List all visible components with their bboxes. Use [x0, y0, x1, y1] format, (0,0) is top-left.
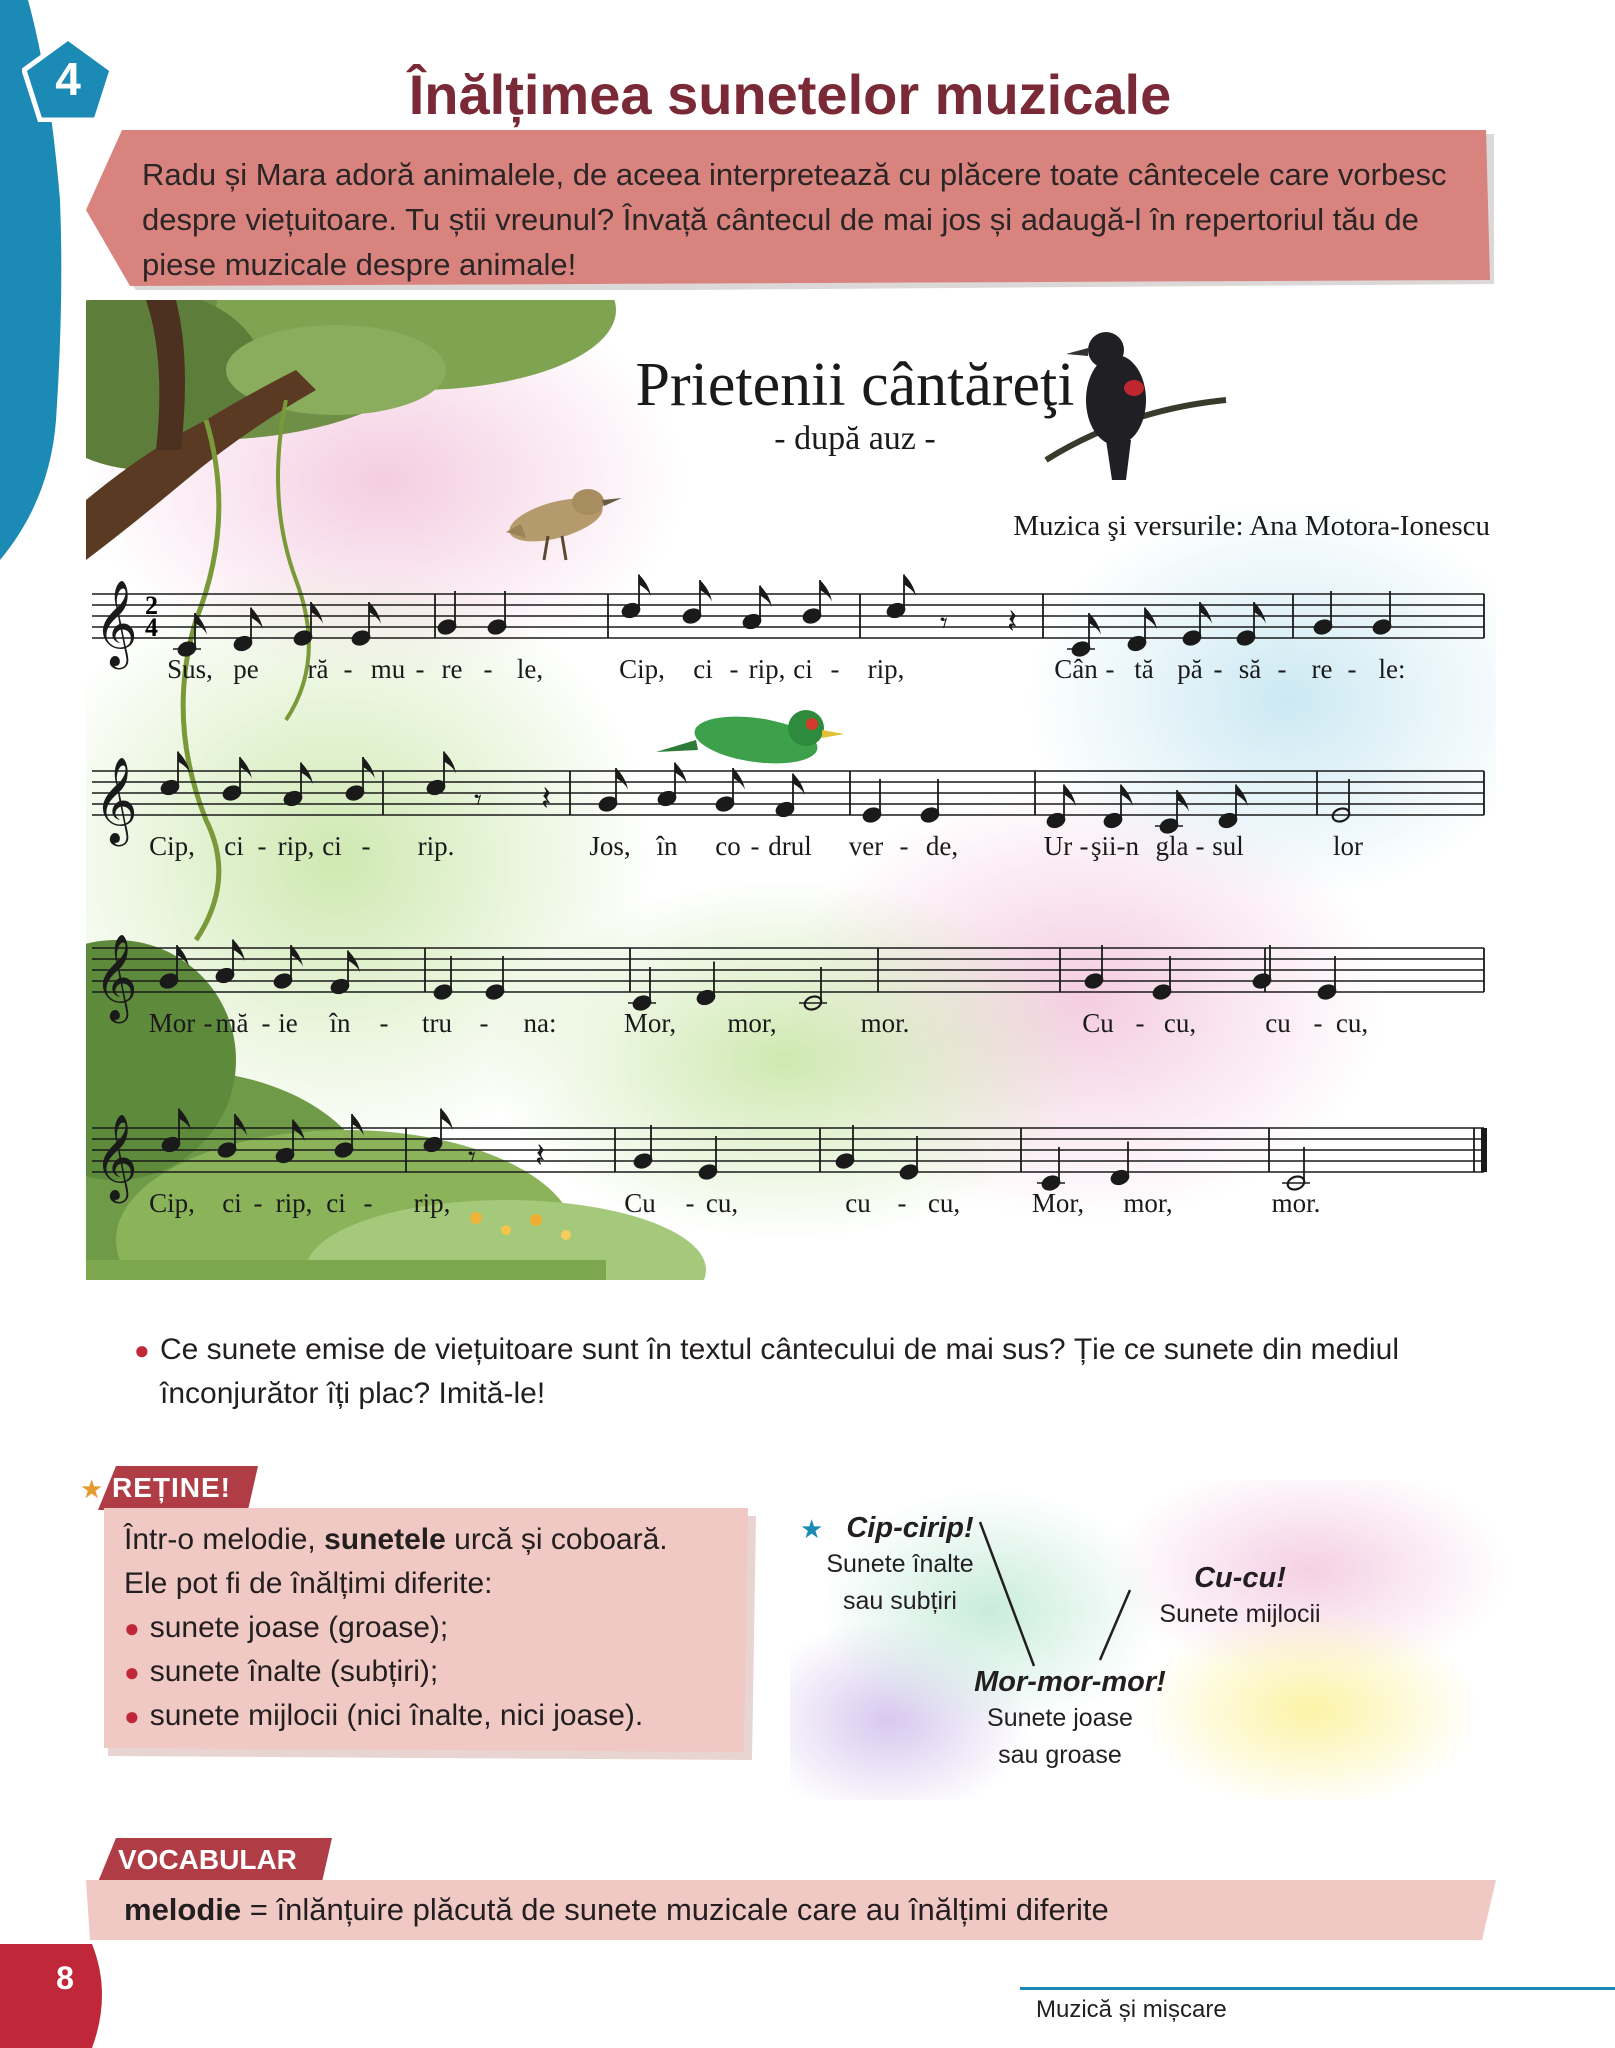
- eighth-rest: 𝄾: [468, 1140, 476, 1175]
- lyric-syllable: cu,: [1335, 1008, 1369, 1038]
- lyric-hyphen: -: [253, 1188, 263, 1218]
- lyric-syllable: drul: [768, 831, 812, 861]
- lyric-syllable: cu,: [927, 1188, 961, 1218]
- page-number: 8: [56, 1960, 74, 1996]
- treble-clef: 𝄞: [94, 757, 138, 843]
- lyric-syllable: cu,: [705, 1188, 739, 1218]
- note-head: [715, 795, 735, 812]
- lyric-syllable: ci: [793, 654, 813, 684]
- lyric-syllable: de,: [925, 831, 959, 861]
- note-head: [159, 972, 179, 989]
- time-signature-bottom: 4: [145, 613, 158, 642]
- lyric-hyphen: -: [685, 1188, 695, 1218]
- lyric-hyphen: -: [1079, 831, 1089, 861]
- lyric-hyphen: -: [1135, 1008, 1145, 1038]
- eighth-rest: 𝄾: [474, 783, 482, 818]
- treble-clef: 𝄞: [94, 580, 138, 666]
- lyric-hyphen: -: [1195, 831, 1205, 861]
- note-head: [293, 629, 313, 646]
- lyric-hyphen: -: [1213, 654, 1223, 684]
- intro-text: Radu și Mara adoră animalele, de aceea interpretează cu plăcere toate cântecele care vorbesc despre viețuitoare. Tu știi vreunul? Învață cântecul de mai jos și adaugă-l în repertoriul tău de piese muzicale despre animale!: [142, 157, 1447, 282]
- lyric-syllable: Jos,: [589, 831, 631, 861]
- lyric-hyphen: -: [343, 654, 353, 684]
- lyric-syllable: ră: [307, 654, 329, 684]
- lyric-syllable: Mor,: [623, 1008, 677, 1038]
- cip-title: Cip-cirip!: [846, 1512, 974, 1544]
- retine-label: REȚINE!: [112, 1472, 231, 1503]
- note-head: [433, 983, 453, 1000]
- lyric-syllable: na:: [523, 1008, 557, 1038]
- note-head: [899, 1163, 919, 1180]
- lyric-syllable: rip.: [417, 831, 455, 861]
- lyric-syllable: Cu: [624, 1188, 656, 1218]
- lyric-syllable: rip,: [867, 654, 905, 684]
- note-head: [485, 983, 505, 1000]
- note-head: [437, 618, 457, 635]
- lyric-syllable: şii-n: [1090, 831, 1140, 861]
- note-head: [862, 806, 882, 823]
- star-icon: ★: [800, 1514, 824, 1544]
- note-head: [487, 618, 507, 635]
- cip-desc: Sunete înalte sau subțiri: [826, 1550, 974, 1615]
- lyric-syllable: co: [715, 831, 741, 861]
- mor-desc: Sunete joase sau groase: [987, 1704, 1133, 1769]
- lyric-hyphen: -: [203, 1008, 213, 1038]
- lyric-hyphen: -: [897, 1188, 907, 1218]
- lyric-syllable: ci: [326, 1188, 346, 1218]
- note-head: [351, 629, 371, 646]
- note-head: [835, 1152, 855, 1169]
- question-text: ● Ce sunete emise de viețuitoare sunt în textul cântecului de mai sus? Ție ce sunete din mediul înconjurător îți plac? Imită-le!: [134, 1333, 1400, 1410]
- lyric-syllable: rip,: [748, 654, 786, 684]
- lyric-syllable: tru: [422, 1008, 452, 1038]
- lyric-hyphen: -: [729, 654, 739, 684]
- note-head: [1182, 629, 1202, 646]
- note-head: [698, 1163, 718, 1180]
- lyric-hyphen: -: [1105, 654, 1115, 684]
- vocabular-label: VOCABULAR: [118, 1844, 297, 1875]
- page-title: Înălțimea sunetelor muzicale: [408, 63, 1172, 126]
- note-head: [345, 784, 365, 801]
- lyric-hyphen: -: [1347, 654, 1357, 684]
- lyric-hyphen: -: [479, 1008, 489, 1038]
- lyric-syllable: re: [1311, 654, 1333, 684]
- lyric-syllable: Ur: [1043, 831, 1073, 861]
- lyric-syllable: mor.: [860, 1008, 910, 1038]
- lyric-hyphen: -: [483, 654, 493, 684]
- lyric-hyphen: -: [379, 1008, 389, 1038]
- note-head: [1317, 983, 1337, 1000]
- lyric-syllable: Cip,: [149, 831, 195, 861]
- note-flag: [240, 757, 252, 779]
- star-icon: ★: [80, 1474, 104, 1504]
- lyric-syllable: Mor: [148, 1008, 196, 1038]
- note-head: [334, 1141, 354, 1158]
- lyric-syllable: în: [656, 831, 678, 861]
- lyric-syllable: Sus,: [167, 654, 213, 684]
- lyric-syllable: le,: [516, 654, 544, 684]
- song-credit: Muzica şi versurile: Ana Motora-Ionescu: [1013, 510, 1490, 542]
- footer-text: Muzică și mișcare: [1036, 1996, 1227, 2023]
- lyric-syllable: gla: [1155, 831, 1189, 861]
- lyric-hyphen: -: [257, 831, 267, 861]
- lyric-hyphen: -: [361, 831, 371, 861]
- note-head: [1236, 629, 1256, 646]
- lyric-syllable: le:: [1378, 654, 1406, 684]
- note-flag: [352, 1114, 364, 1136]
- lyric-syllable: ci: [693, 654, 713, 684]
- lyric-syllable: mor,: [1123, 1188, 1173, 1218]
- treble-clef: 𝄞: [94, 1114, 138, 1200]
- note-head: [598, 795, 618, 812]
- lyric-hyphen: -: [750, 831, 760, 861]
- lyric-syllable: mor,: [727, 1008, 777, 1038]
- cucu-title: Cu-cu!: [1194, 1562, 1286, 1594]
- lyric-syllable: Mor,: [1031, 1188, 1085, 1218]
- note-flag: [363, 757, 375, 779]
- lyric-syllable: Cip,: [619, 654, 665, 684]
- note-head: [920, 806, 940, 823]
- lyric-hyphen: -: [1313, 1008, 1323, 1038]
- unit-number: 4: [55, 53, 81, 105]
- lyric-syllable: mor.: [1271, 1188, 1321, 1218]
- quarter-rest: 𝄽: [541, 779, 552, 819]
- note-head: [633, 1152, 653, 1169]
- song-subtitle: - după auz -: [774, 420, 936, 457]
- note-head: [1252, 972, 1272, 989]
- eighth-rest: 𝄾: [940, 606, 948, 641]
- note-flag: [235, 1114, 247, 1136]
- note-head: [802, 607, 822, 624]
- note-flag: [700, 580, 712, 602]
- lyric-syllable: cu: [1265, 1008, 1291, 1038]
- note-head: [222, 784, 242, 801]
- lyric-syllable: mă: [215, 1008, 249, 1038]
- lyric-syllable: tă: [1134, 654, 1154, 684]
- footer-line: [1020, 1987, 1615, 1990]
- lyric-syllable: ci: [222, 1188, 242, 1218]
- lyric-syllable: ci: [322, 831, 342, 861]
- lyric-syllable: ie: [278, 1008, 298, 1038]
- treble-clef: 𝄞: [94, 934, 138, 1020]
- note-head: [1152, 983, 1172, 1000]
- lyric-syllable: pă: [1177, 654, 1203, 684]
- lyric-syllable: lor: [1333, 831, 1363, 861]
- note-head: [217, 1141, 237, 1158]
- note-flag: [820, 580, 832, 602]
- lyric-syllable: sul: [1212, 831, 1244, 861]
- lyric-syllable: Cu: [1082, 1008, 1114, 1038]
- mor-title: Mor-mor-mor!: [974, 1666, 1166, 1698]
- lyric-syllable: rip,: [413, 1188, 451, 1218]
- note-head: [273, 972, 293, 989]
- lyric-syllable: rip,: [275, 1188, 313, 1218]
- lyric-syllable: re: [441, 654, 463, 684]
- vocabular-text: melodie = înlănțuire plăcută de sunete muzicale care au înălțimi diferite: [124, 1892, 1109, 1927]
- lyric-syllable: în: [329, 1008, 351, 1038]
- retine-text: Într-o melodie, sunetele urcă și coboară. Ele pot fi de înălțimi diferite: ● sunete joase (groase); ● sunete înalte (subțiri); ● sunete mijlocii (nici înalte, nici joase).: [124, 1523, 668, 1732]
- note-head: [682, 607, 702, 624]
- lyric-syllable: cu,: [1163, 1008, 1197, 1038]
- lyric-syllable: ver: [848, 831, 884, 861]
- lyric-syllable: să: [1238, 654, 1262, 684]
- cucu-desc: Sunete mijlocii: [1159, 1600, 1321, 1628]
- song-title: Prietenii cântăreţi: [635, 351, 1075, 419]
- lyric-syllable: Cân: [1054, 654, 1098, 684]
- lyric-hyphen: -: [261, 1008, 271, 1038]
- lyric-hyphen: -: [1277, 654, 1287, 684]
- lyric-syllable: mu: [370, 654, 406, 684]
- note-head: [1372, 618, 1392, 635]
- lyric-syllable: cu: [845, 1188, 871, 1218]
- lyric-syllable: rip,: [277, 831, 315, 861]
- time-signature-top: 2: [145, 591, 158, 620]
- lyric-syllable: ci: [224, 831, 244, 861]
- lyric-hyphen: -: [899, 831, 909, 861]
- lyric-syllable: pe: [233, 654, 259, 684]
- lyric-hyphen: -: [830, 654, 840, 684]
- note-head: [1313, 618, 1333, 635]
- quarter-rest: 𝄽: [535, 1136, 546, 1176]
- lyric-hyphen: -: [415, 654, 425, 684]
- lyric-syllable: Cip,: [149, 1188, 195, 1218]
- quarter-rest: 𝄽: [1007, 602, 1018, 642]
- lyric-hyphen: -: [363, 1188, 373, 1218]
- note-head: [1084, 972, 1104, 989]
